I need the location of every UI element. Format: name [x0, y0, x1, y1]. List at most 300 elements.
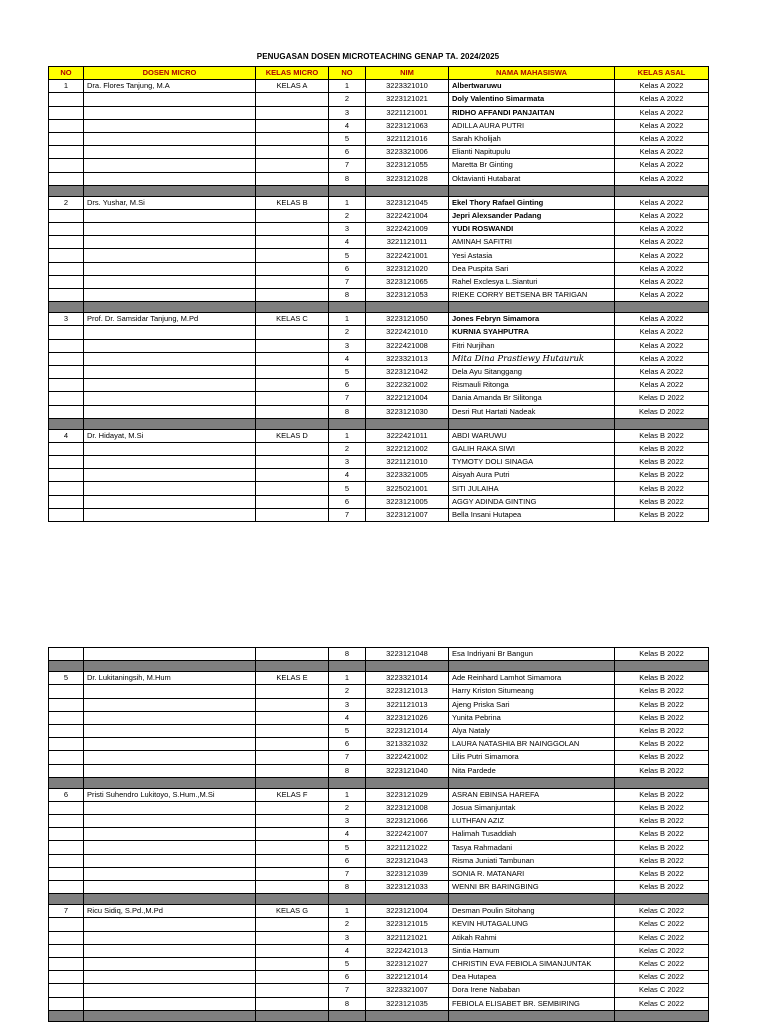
separator-cell	[615, 185, 709, 196]
empty-cell	[84, 223, 256, 236]
student-nim: 3223321006	[366, 146, 449, 159]
student-nim: 3222421011	[366, 429, 449, 442]
separator-cell	[366, 777, 449, 788]
empty-cell	[84, 275, 256, 288]
empty-cell	[256, 698, 329, 711]
group-separator-row	[49, 302, 709, 313]
empty-cell	[49, 918, 84, 931]
empty-cell	[49, 997, 84, 1010]
table-row	[49, 931, 709, 944]
empty-cell	[256, 289, 329, 302]
separator-cell	[49, 777, 84, 788]
kelas-asal: Kelas C 2022	[615, 944, 709, 957]
header-dosen-micro: DOSEN MICRO	[84, 67, 256, 80]
kelas-asal: Kelas A 2022	[615, 249, 709, 262]
student-name: Alya Nataly	[449, 724, 615, 737]
empty-cell	[256, 172, 329, 185]
empty-cell	[49, 482, 84, 495]
empty-cell	[84, 392, 256, 405]
empty-cell	[84, 931, 256, 944]
student-nim: 3223121005	[366, 495, 449, 508]
student-nim: 3223121043	[366, 854, 449, 867]
table-row	[49, 482, 709, 495]
separator-cell	[256, 185, 329, 196]
table-row	[49, 905, 709, 918]
table-row	[49, 508, 709, 521]
empty-cell	[256, 223, 329, 236]
student-nim: 3223121042	[366, 365, 449, 378]
kelas-asal: Kelas B 2022	[615, 698, 709, 711]
empty-cell	[256, 815, 329, 828]
student-nim: 3223121045	[366, 196, 449, 209]
student-nim: 3223321014	[366, 672, 449, 685]
empty-cell	[49, 456, 84, 469]
table-row	[49, 405, 709, 418]
empty-cell	[256, 984, 329, 997]
kelas-asal: Kelas B 2022	[615, 841, 709, 854]
separator-cell	[84, 1010, 256, 1021]
separator-cell	[84, 894, 256, 905]
kelas-asal: Kelas D 2022	[615, 405, 709, 418]
group-no: 2	[49, 196, 84, 209]
empty-cell	[256, 339, 329, 352]
student-no: 2	[329, 918, 366, 931]
student-no: 2	[329, 93, 366, 106]
student-no: 8	[329, 881, 366, 894]
student-nim: 3221121016	[366, 132, 449, 145]
empty-cell	[49, 236, 84, 249]
student-nim: 3223321007	[366, 984, 449, 997]
separator-cell	[366, 894, 449, 905]
student-nim: 3223121021	[366, 93, 449, 106]
table-row	[49, 495, 709, 508]
student-name: Rahel Exclesya L.Sianturi	[449, 275, 615, 288]
empty-cell	[256, 249, 329, 262]
table-row	[49, 828, 709, 841]
empty-cell	[256, 146, 329, 159]
kelas-micro: KELAS D	[256, 429, 329, 442]
student-nim: 3222321002	[366, 379, 449, 392]
empty-cell	[49, 146, 84, 159]
separator-cell	[449, 302, 615, 313]
empty-cell	[256, 711, 329, 724]
student-nim: 3222121014	[366, 971, 449, 984]
student-name: RIEKE CORRY BETSENA BR TARIGAN	[449, 289, 615, 302]
group-separator-row	[49, 1010, 709, 1021]
separator-cell	[84, 777, 256, 788]
empty-cell	[49, 209, 84, 222]
student-name: Yesi Astasia	[449, 249, 615, 262]
separator-cell	[329, 302, 366, 313]
student-nim: 3222421010	[366, 326, 449, 339]
separator-cell	[615, 777, 709, 788]
separator-cell	[366, 302, 449, 313]
student-no: 5	[329, 841, 366, 854]
empty-cell	[256, 119, 329, 132]
header-row	[49, 67, 709, 80]
separator-cell	[329, 1010, 366, 1021]
separator-cell	[366, 185, 449, 196]
empty-cell	[256, 944, 329, 957]
student-no: 7	[329, 867, 366, 880]
student-nim: 3223121040	[366, 764, 449, 777]
empty-cell	[256, 495, 329, 508]
empty-cell	[256, 957, 329, 970]
kelas-asal: Kelas B 2022	[615, 854, 709, 867]
empty-cell	[84, 93, 256, 106]
student-name: Harry Kriston Situmeang	[449, 685, 615, 698]
empty-cell	[49, 275, 84, 288]
empty-cell	[84, 249, 256, 262]
student-name: WENNI BR BARINGBING	[449, 881, 615, 894]
empty-cell	[49, 957, 84, 970]
separator-cell	[256, 1010, 329, 1021]
separator-cell	[449, 661, 615, 672]
dosen-name: Prof. Dr. Samsidar Tanjung, M.Pd	[84, 313, 256, 326]
kelas-asal: Kelas A 2022	[615, 275, 709, 288]
empty-cell	[49, 119, 84, 132]
student-no: 6	[329, 146, 366, 159]
empty-cell	[49, 223, 84, 236]
student-name: Desman Poulin Sitohang	[449, 905, 615, 918]
empty-cell	[84, 326, 256, 339]
student-nim: 3223121013	[366, 685, 449, 698]
separator-cell	[84, 661, 256, 672]
empty-cell	[256, 442, 329, 455]
empty-cell	[256, 405, 329, 418]
student-name: Halimah Tusaddiah	[449, 828, 615, 841]
empty-cell	[49, 724, 84, 737]
empty-cell	[256, 738, 329, 751]
student-no: 1	[329, 196, 366, 209]
kelas-asal: Kelas A 2022	[615, 196, 709, 209]
student-no: 7	[329, 392, 366, 405]
empty-cell	[49, 738, 84, 751]
kelas-asal: Kelas B 2022	[615, 751, 709, 764]
table-row	[49, 289, 709, 302]
student-no: 8	[329, 289, 366, 302]
empty-cell	[256, 971, 329, 984]
empty-cell	[49, 751, 84, 764]
dosen-name: Pristi Suhendro Lukitoyo, S.Hum.,M.Si	[84, 788, 256, 801]
table-row	[49, 764, 709, 777]
group-separator-row	[49, 777, 709, 788]
empty-cell	[84, 764, 256, 777]
group-separator-row	[49, 661, 709, 672]
student-nim: 3223121014	[366, 724, 449, 737]
student-nim: 3223321013	[366, 352, 449, 365]
table-row	[49, 456, 709, 469]
empty-cell	[49, 93, 84, 106]
student-name: Jepri Alexsander Padang	[449, 209, 615, 222]
separator-cell	[256, 894, 329, 905]
separator-cell	[366, 661, 449, 672]
table-row	[49, 392, 709, 405]
student-nim: 3222121004	[366, 392, 449, 405]
kelas-asal: Kelas D 2022	[615, 392, 709, 405]
empty-cell	[256, 326, 329, 339]
student-name: Nita Pardede	[449, 764, 615, 777]
student-name: Yunita Pebrina	[449, 711, 615, 724]
student-nim: 3223121008	[366, 801, 449, 814]
kelas-asal: Kelas C 2022	[615, 971, 709, 984]
group-separator-row	[49, 418, 709, 429]
table-row	[49, 442, 709, 455]
empty-cell	[256, 209, 329, 222]
kelas-asal: Kelas B 2022	[615, 867, 709, 880]
empty-cell	[84, 442, 256, 455]
table-row	[49, 262, 709, 275]
kelas-asal: Kelas A 2022	[615, 339, 709, 352]
student-nim: 3222421008	[366, 339, 449, 352]
empty-cell	[49, 159, 84, 172]
empty-cell	[256, 275, 329, 288]
kelas-asal: Kelas A 2022	[615, 159, 709, 172]
table-row	[49, 365, 709, 378]
kelas-asal: Kelas C 2022	[615, 931, 709, 944]
table-row	[49, 209, 709, 222]
student-name: Rismauli Ritonga	[449, 379, 615, 392]
kelas-asal: Kelas B 2022	[615, 442, 709, 455]
student-nim: 3223121015	[366, 918, 449, 931]
separator-cell	[615, 661, 709, 672]
kelas-asal: Kelas B 2022	[615, 788, 709, 801]
kelas-asal: Kelas B 2022	[615, 738, 709, 751]
student-name: Dea Puspita Sari	[449, 262, 615, 275]
empty-cell	[256, 352, 329, 365]
group-no: 6	[49, 788, 84, 801]
kelas-asal: Kelas A 2022	[615, 80, 709, 93]
student-no: 3	[329, 698, 366, 711]
student-nim: 3223121048	[366, 648, 449, 661]
empty-cell	[84, 815, 256, 828]
empty-cell	[256, 106, 329, 119]
student-no: 4	[329, 469, 366, 482]
student-no: 6	[329, 379, 366, 392]
student-name: Dea Hutapea	[449, 971, 615, 984]
kelas-asal: Kelas C 2022	[615, 984, 709, 997]
empty-cell	[49, 854, 84, 867]
student-nim: 3223121035	[366, 997, 449, 1010]
student-no: 3	[329, 815, 366, 828]
empty-cell	[49, 339, 84, 352]
empty-cell	[84, 146, 256, 159]
kelas-asal: Kelas A 2022	[615, 326, 709, 339]
student-no: 7	[329, 508, 366, 521]
table-row	[49, 685, 709, 698]
empty-cell	[49, 984, 84, 997]
empty-cell	[84, 262, 256, 275]
separator-cell	[49, 185, 84, 196]
student-name: Dora Irene Nababan	[449, 984, 615, 997]
kelas-asal: Kelas A 2022	[615, 132, 709, 145]
empty-cell	[49, 971, 84, 984]
empty-cell	[84, 365, 256, 378]
empty-cell	[49, 106, 84, 119]
separator-cell	[49, 661, 84, 672]
student-nim: 3223121033	[366, 881, 449, 894]
empty-cell	[49, 172, 84, 185]
student-no: 4	[329, 828, 366, 841]
empty-cell	[84, 685, 256, 698]
empty-cell	[84, 648, 256, 661]
student-no: 5	[329, 132, 366, 145]
table-row	[49, 738, 709, 751]
table-row	[49, 867, 709, 880]
empty-cell	[84, 881, 256, 894]
separator-cell	[256, 777, 329, 788]
student-no: 4	[329, 711, 366, 724]
empty-cell	[84, 854, 256, 867]
group-no: 3	[49, 313, 84, 326]
empty-cell	[84, 236, 256, 249]
student-name: Tasya Rahmadani	[449, 841, 615, 854]
student-name: ADILLA AURA PUTRI	[449, 119, 615, 132]
separator-cell	[84, 418, 256, 429]
student-nim: 3223121055	[366, 159, 449, 172]
empty-cell	[84, 469, 256, 482]
group-separator-row	[49, 185, 709, 196]
separator-cell	[615, 302, 709, 313]
student-name: GALIH RAKA SIWI	[449, 442, 615, 455]
student-nim: 3223121065	[366, 275, 449, 288]
separator-cell	[366, 1010, 449, 1021]
kelas-asal: Kelas A 2022	[615, 146, 709, 159]
group-separator-row	[49, 894, 709, 905]
empty-cell	[84, 738, 256, 751]
empty-cell	[256, 648, 329, 661]
empty-cell	[256, 392, 329, 405]
table-row	[49, 146, 709, 159]
page-title: PENUGASAN DOSEN MICROTEACHING GENAP TA. 2024/2025	[256, 52, 500, 61]
separator-cell	[49, 302, 84, 313]
student-name: CHRISTIN EVA FEBIOLA SIMANJUNTAK	[449, 957, 615, 970]
student-no: 6	[329, 854, 366, 867]
empty-cell	[84, 997, 256, 1010]
header-kelas-micro: KELAS MICRO	[256, 67, 329, 80]
student-no: 1	[329, 429, 366, 442]
empty-cell	[84, 339, 256, 352]
table-row	[49, 841, 709, 854]
empty-cell	[49, 405, 84, 418]
table-row	[49, 698, 709, 711]
empty-cell	[49, 326, 84, 339]
student-no: 7	[329, 275, 366, 288]
student-nim: 3223121029	[366, 788, 449, 801]
kelas-asal: Kelas B 2022	[615, 482, 709, 495]
empty-cell	[49, 508, 84, 521]
kelas-asal: Kelas C 2022	[615, 918, 709, 931]
kelas-micro: KELAS B	[256, 196, 329, 209]
student-no: 7	[329, 751, 366, 764]
table-row	[49, 815, 709, 828]
table-row	[49, 801, 709, 814]
separator-cell	[329, 661, 366, 672]
empty-cell	[49, 867, 84, 880]
student-no: 8	[329, 172, 366, 185]
separator-cell	[49, 418, 84, 429]
student-no: 3	[329, 106, 366, 119]
kelas-asal: Kelas B 2022	[615, 711, 709, 724]
table-row	[49, 984, 709, 997]
empty-cell	[84, 119, 256, 132]
student-name: Josua Simanjuntak	[449, 801, 615, 814]
empty-cell	[256, 469, 329, 482]
kelas-asal: Kelas A 2022	[615, 313, 709, 326]
student-nim: 3222121002	[366, 442, 449, 455]
dosen-name: Dr. Hidayat, M.Si	[84, 429, 256, 442]
separator-cell	[84, 185, 256, 196]
empty-cell	[49, 469, 84, 482]
kelas-micro: KELAS C	[256, 313, 329, 326]
empty-cell	[49, 365, 84, 378]
header-student-no: NO	[329, 67, 366, 80]
kelas-asal: Kelas A 2022	[615, 93, 709, 106]
student-nim: 3223121020	[366, 262, 449, 275]
header-kelas-asal: KELAS ASAL	[615, 67, 709, 80]
student-nim: 3223121066	[366, 815, 449, 828]
student-no: 8	[329, 648, 366, 661]
student-no: 5	[329, 365, 366, 378]
header-no: NO	[49, 67, 84, 80]
student-nim: 3223121053	[366, 289, 449, 302]
student-name: ABDI WARUWU	[449, 429, 615, 442]
empty-cell	[256, 997, 329, 1010]
empty-cell	[256, 854, 329, 867]
empty-cell	[49, 352, 84, 365]
separator-cell	[329, 777, 366, 788]
empty-cell	[84, 159, 256, 172]
student-name: KEVIN HUTAGALUNG	[449, 918, 615, 931]
kelas-micro: KELAS G	[256, 905, 329, 918]
empty-cell	[256, 841, 329, 854]
student-nim: 3223121063	[366, 119, 449, 132]
student-nim: 3223121030	[366, 405, 449, 418]
student-nim: 3221121022	[366, 841, 449, 854]
separator-cell	[329, 418, 366, 429]
dosen-name: Ricu Sidiq, S.Pd.,M.Pd	[84, 905, 256, 918]
separator-cell	[366, 418, 449, 429]
separator-cell	[49, 894, 84, 905]
separator-cell	[449, 1010, 615, 1021]
student-no: 7	[329, 159, 366, 172]
empty-cell	[256, 236, 329, 249]
table-row	[49, 106, 709, 119]
student-no: 5	[329, 482, 366, 495]
kelas-asal: Kelas A 2022	[615, 172, 709, 185]
student-name: Sintia Harnum	[449, 944, 615, 957]
separator-cell	[329, 185, 366, 196]
empty-cell	[49, 249, 84, 262]
table-row	[49, 788, 709, 801]
separator-cell	[449, 185, 615, 196]
student-name: KURNIA SYAHPUTRA	[449, 326, 615, 339]
empty-cell	[84, 751, 256, 764]
table-row	[49, 379, 709, 392]
student-nim: 3222421004	[366, 209, 449, 222]
table-row	[49, 159, 709, 172]
empty-cell	[256, 881, 329, 894]
empty-cell	[84, 495, 256, 508]
table-row	[49, 957, 709, 970]
empty-cell	[84, 456, 256, 469]
kelas-asal: Kelas B 2022	[615, 672, 709, 685]
empty-cell	[84, 944, 256, 957]
student-name: AGGY ADINDA GINTING	[449, 495, 615, 508]
empty-cell	[49, 648, 84, 661]
student-no: 2	[329, 442, 366, 455]
empty-cell	[256, 801, 329, 814]
